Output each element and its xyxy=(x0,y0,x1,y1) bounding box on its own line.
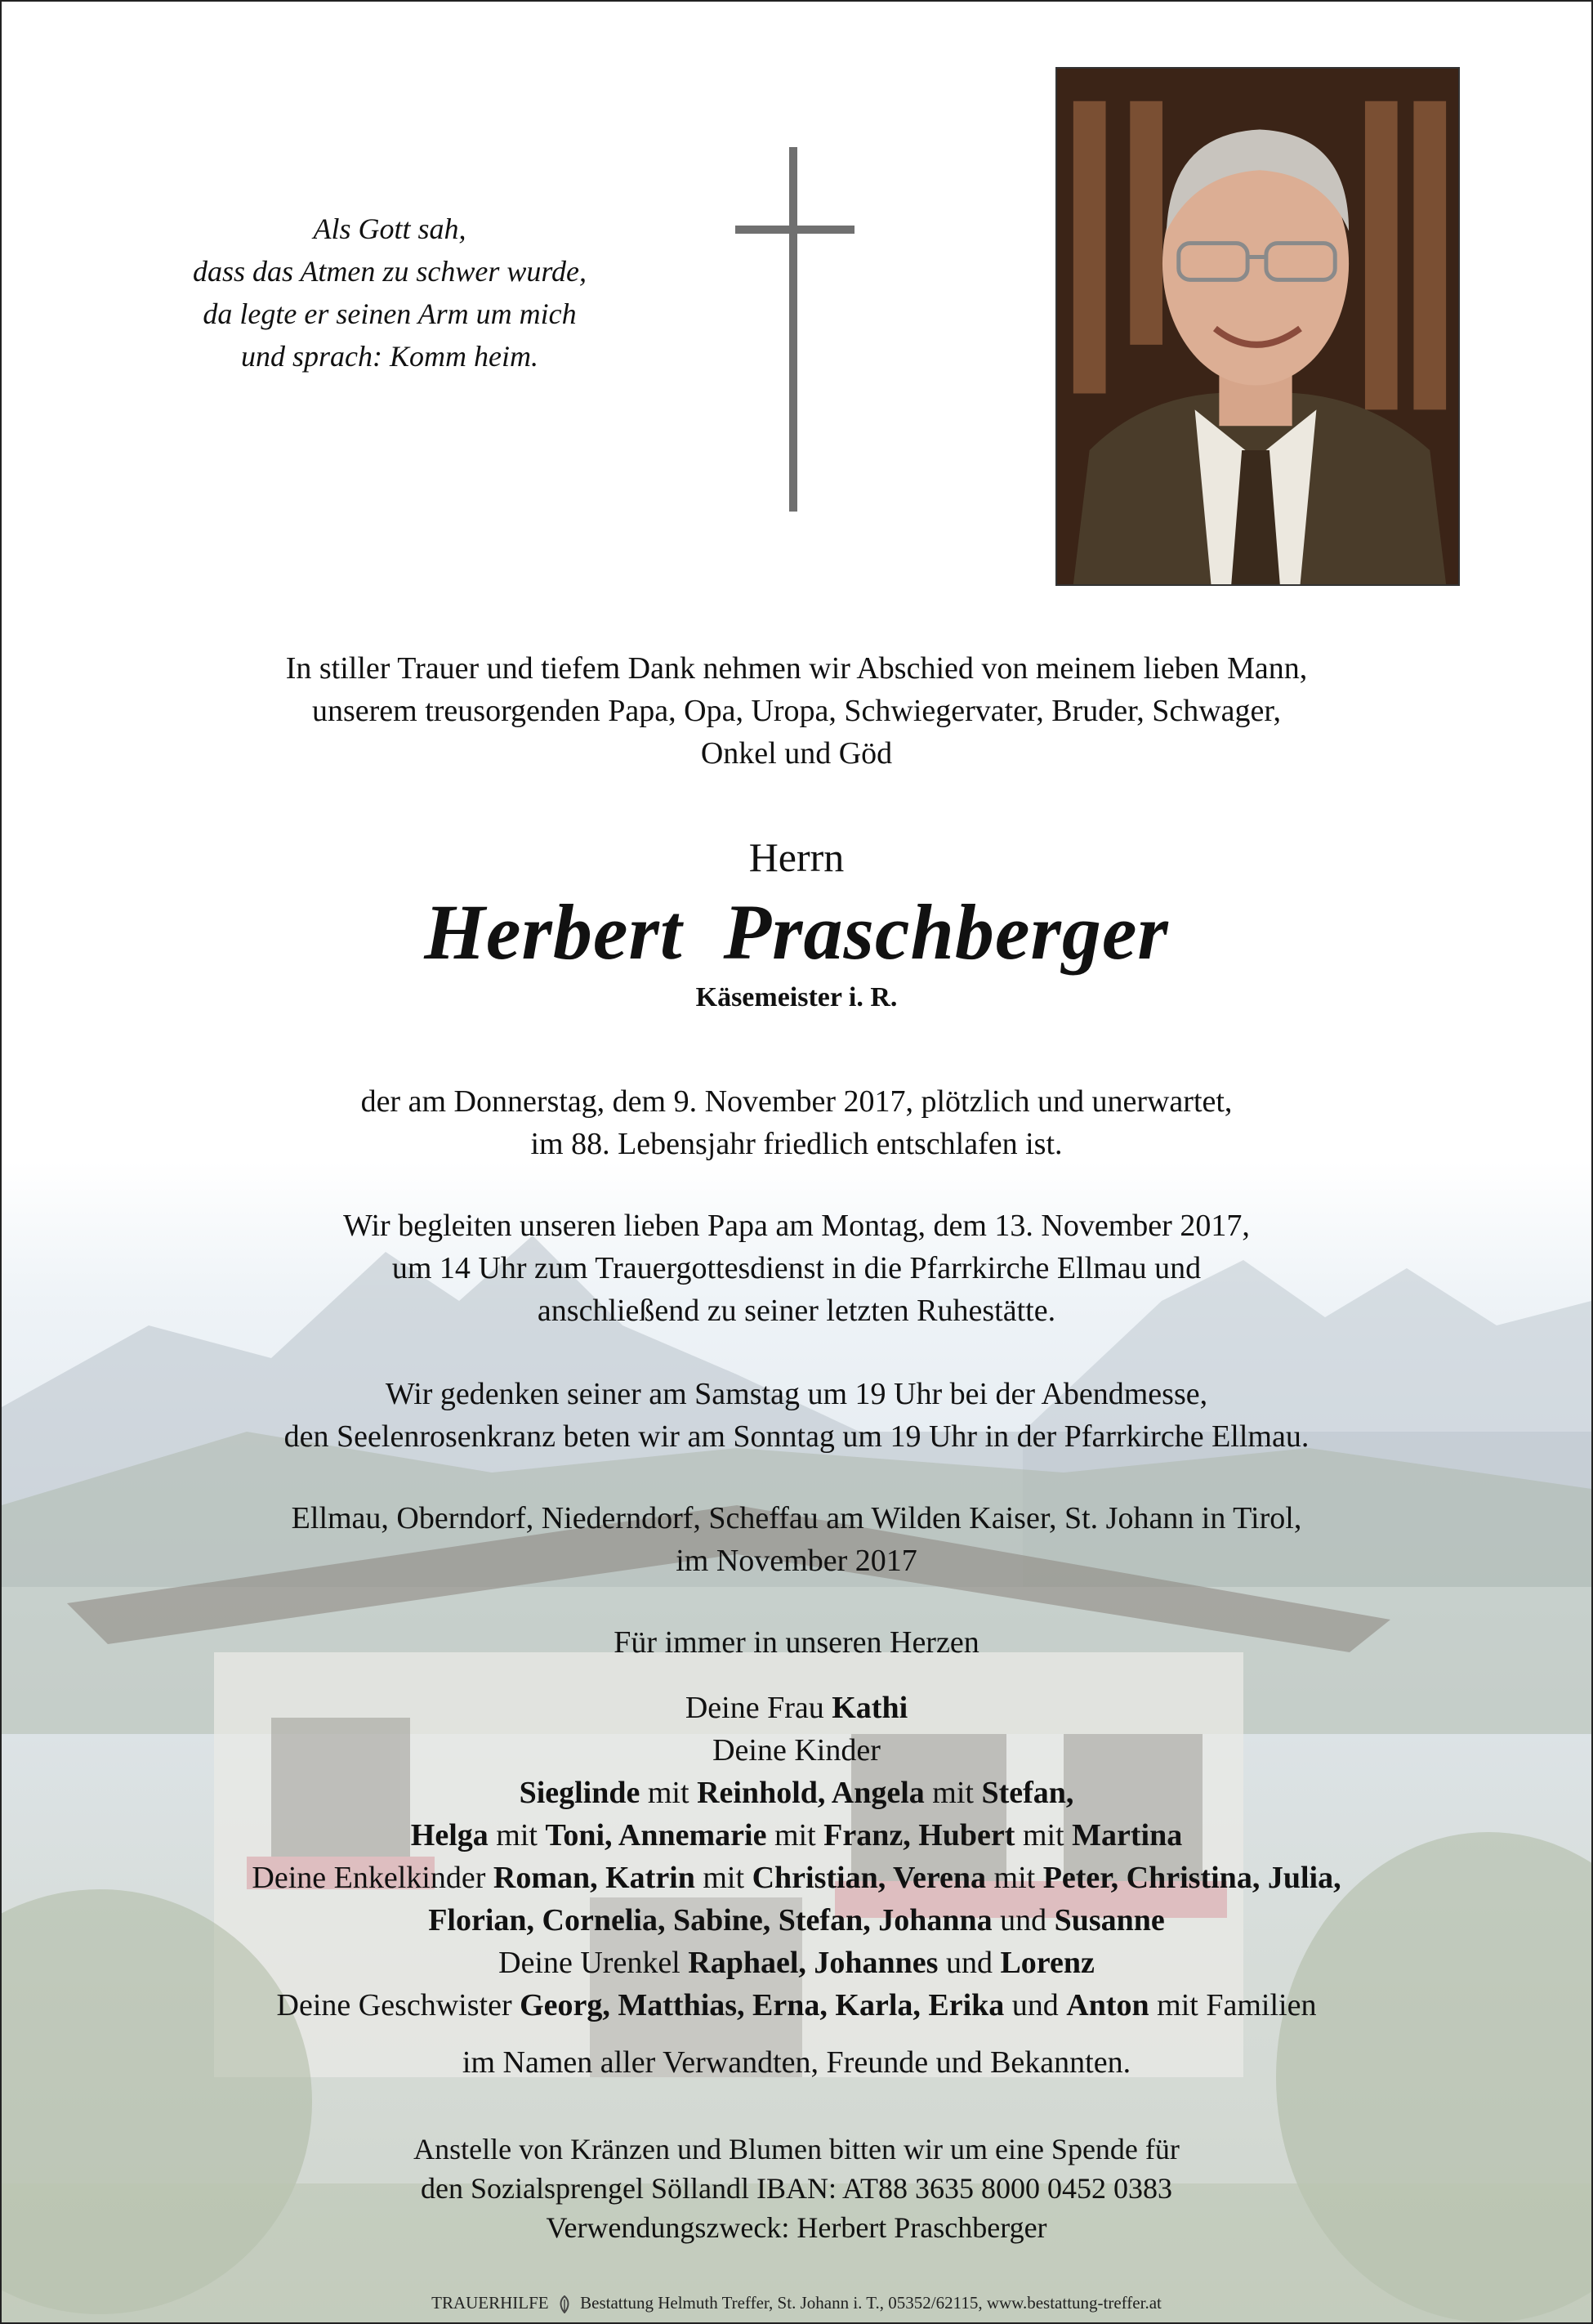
death-notice-line: im 88. Lebensjahr friedlich entschlafen ist. xyxy=(530,1127,1063,1161)
text-run: mit Familien xyxy=(1149,1988,1317,2022)
text-run: und xyxy=(1004,1988,1067,2022)
death-notice xyxy=(2,1080,1591,1165)
intro-line: unserem treusorgenden Papa, Opa, Uropa, Schwiegervater, Bruder, Schwager, xyxy=(311,694,1282,728)
death-notice-line: der am Donnerstag, dem 9. November 2017, plötzlich und unerwartet, xyxy=(360,1084,1233,1119)
wife-name: Kathi xyxy=(832,1691,908,1725)
text-run: mit xyxy=(694,1861,752,1895)
funeral-line: anschließend zu seiner letzten Ruhestätte. xyxy=(537,1294,1056,1328)
funeral-info xyxy=(2,1204,1591,1332)
text-run: mit xyxy=(924,1776,982,1810)
name-run: Reinhold, Angela xyxy=(697,1776,925,1810)
deceased-name: Herbert Praschberger xyxy=(424,888,1169,976)
text-run: Deine Geschwister xyxy=(276,1988,520,2022)
remembrance-line: Wir gedenken seiner am Samstag um 19 Uhr bei der Abendmesse, xyxy=(385,1377,1208,1411)
forever-line: Für immer in unseren Herzen xyxy=(614,1625,979,1660)
text-run: und xyxy=(938,1946,1001,1980)
intro-line: Onkel und Göd xyxy=(700,736,893,771)
name-run: Peter, Christina, Julia, xyxy=(1042,1861,1341,1895)
remembrance-line: den Seelenrosenkranz beten wir am Sonntag um 19 Uhr in der Pfarrkirche Ellmau. xyxy=(283,1419,1310,1454)
name-run: Martina xyxy=(1072,1818,1183,1852)
name-run: Florian, Cornelia, Sabine, Stefan, Johanna xyxy=(428,1903,993,1937)
name-run: Raphael, Johannes xyxy=(688,1946,939,1980)
text-run: und xyxy=(992,1903,1055,1937)
siblings-line xyxy=(2,1984,1591,2027)
place-date xyxy=(2,1497,1591,1582)
remembrance-info xyxy=(2,1373,1591,1458)
text-run: mit xyxy=(766,1818,824,1852)
name-run: Lorenz xyxy=(1000,1946,1095,1980)
name-run: Susanne xyxy=(1054,1903,1165,1937)
place-line: Ellmau, Oberndorf, Niederndorf, Scheffau am Wilden Kaiser, St. Johann in Tirol, xyxy=(291,1501,1302,1535)
text-run: mit xyxy=(1015,1818,1073,1852)
quote-line: da legte er seinen Arm um mich xyxy=(203,297,577,330)
children-line-2 xyxy=(2,1814,1591,1857)
funeral-home-logo-icon xyxy=(556,2295,573,2313)
donation-request xyxy=(2,2130,1591,2247)
name-run: Franz, Hubert xyxy=(823,1818,1015,1852)
footer-contact: Bestattung Helmuth Treffer, St. Johann i. T., 05352/62115, www.bestattung-treffer.at xyxy=(580,2293,1162,2313)
name-run: Anton xyxy=(1066,1988,1149,2022)
family-list xyxy=(2,1687,1591,2027)
funeral-line: um 14 Uhr zum Trauergottesdienst in die Pfarrkirche Ellmau und xyxy=(391,1251,1202,1285)
text-run: Deine Urenkel xyxy=(498,1946,689,1980)
donation-line: den Sozialsprengel Söllandl IBAN: AT88 3635 8000 0452 0383 xyxy=(421,2172,1172,2205)
deceased-title: Käsemeister i. R. xyxy=(695,982,898,1012)
footer-brand: TRAUERHILFE xyxy=(431,2293,549,2313)
children-heading: Deine Kinder xyxy=(712,1733,881,1768)
grandchildren-line-1 xyxy=(2,1857,1591,1899)
quote-line: dass das Atmen zu schwer wurde, xyxy=(192,255,587,288)
funeral-line: Wir begleiten unseren lieben Papa am Montag, dem 13. November 2017, xyxy=(343,1209,1250,1243)
cross-icon xyxy=(735,147,855,512)
name-run: Toni, Annemarie xyxy=(545,1818,767,1852)
portrait-photo xyxy=(1055,67,1460,586)
donation-line: Verwendungszweck: Herbert Praschberger xyxy=(546,2211,1047,2244)
text-run: mit xyxy=(488,1818,546,1852)
text-run: Deine Enkelkinder xyxy=(252,1861,493,1895)
donation-line: Anstelle von Kränzen und Blumen bitten wir um eine Spende für xyxy=(413,2133,1180,2165)
footer xyxy=(2,2293,1591,2313)
name-run: Roman, Katrin xyxy=(493,1861,695,1895)
grandchildren-line-2 xyxy=(2,1899,1591,1942)
name-run: Christian, Verena xyxy=(752,1861,987,1895)
place-line: im November 2017 xyxy=(676,1544,917,1578)
text-run: mit xyxy=(640,1776,698,1810)
relatives-line: im Namen aller Verwandten, Freunde und Bekannten. xyxy=(462,2045,1131,2080)
wife-prefix: Deine Frau xyxy=(685,1691,832,1725)
name-run: Stefan, xyxy=(981,1776,1074,1810)
name-run: Helga xyxy=(410,1818,489,1852)
quote-verse xyxy=(124,208,655,378)
wife-line xyxy=(2,1687,1591,1729)
name-run: Sieglinde xyxy=(519,1776,640,1810)
quote-line: und sprach: Komm heim. xyxy=(241,340,538,373)
name-run: Georg, Matthias, Erna, Karla, Erika xyxy=(520,1988,1005,2022)
text-run: mit xyxy=(986,1861,1043,1895)
intro-line: In stiller Trauer und tiefem Dank nehmen wir Abschied von meinem lieben Mann, xyxy=(285,651,1308,686)
salutation: Herrn xyxy=(748,834,845,880)
great-grandchildren-line xyxy=(2,1942,1591,1984)
quote-line: Als Gott sah, xyxy=(313,212,466,245)
children-line-1 xyxy=(2,1772,1591,1814)
intro-text xyxy=(2,647,1591,775)
